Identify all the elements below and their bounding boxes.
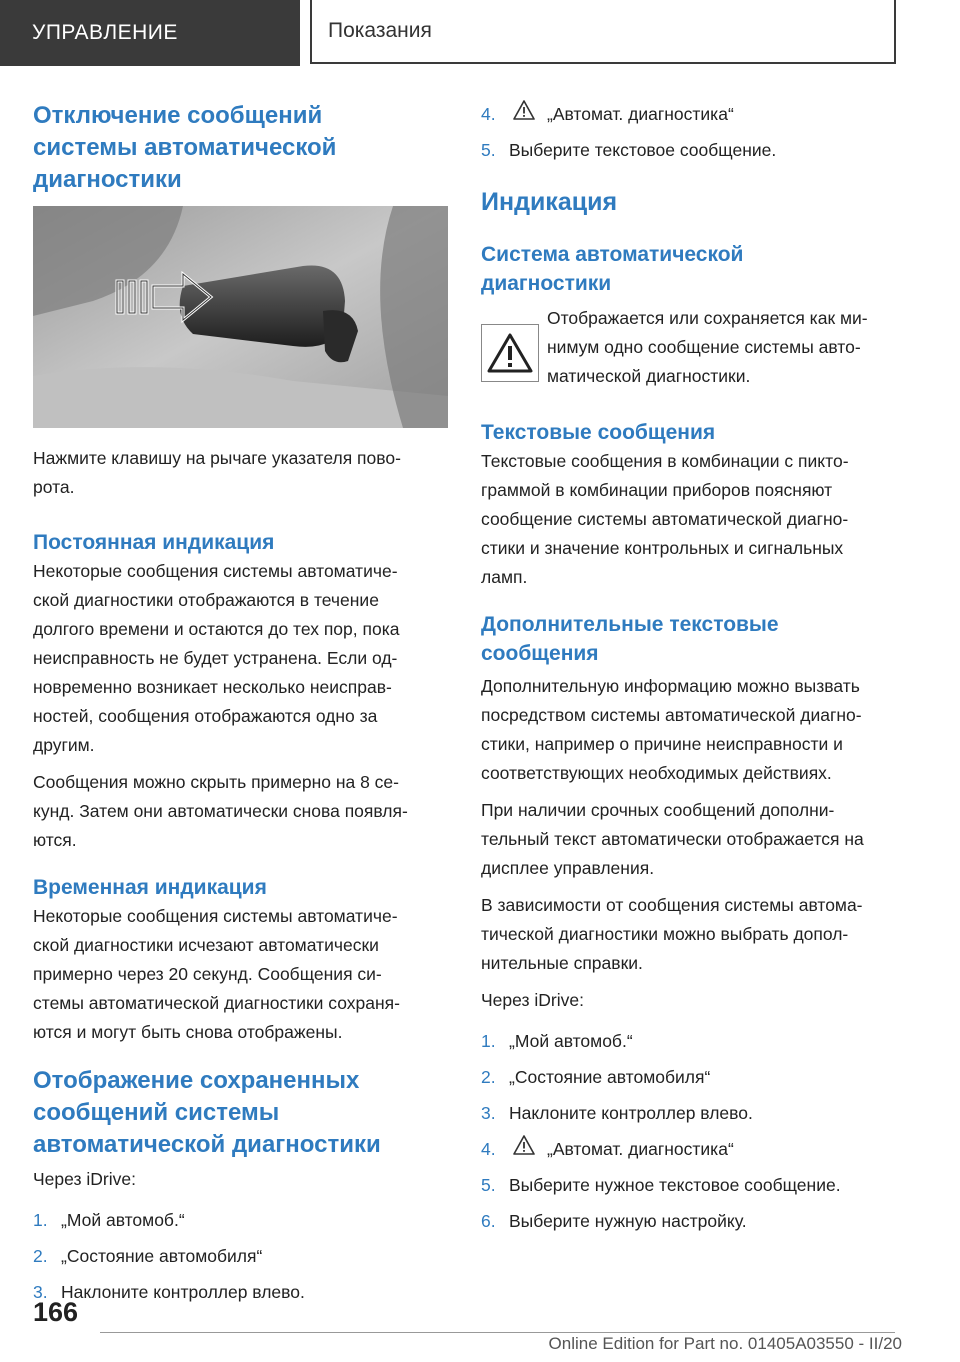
warning-icon [487, 333, 533, 373]
footer-divider [100, 1332, 895, 1333]
list-item: 6. Выберите нужную настройку. [481, 1211, 747, 1231]
list-item: 1. „Мой автомоб.“ [481, 1031, 633, 1051]
right-column [481, 100, 899, 1243]
list-item: 2. „Состояние автомобиля“ [33, 1246, 263, 1266]
heading-auto-diagnostics: Система автоматической диагностики [481, 243, 744, 295]
heading-indication: Индикация [481, 188, 618, 216]
turn-signal-lever-photo [33, 206, 448, 428]
heading-permanent-indication: Постоянная индикация [33, 531, 275, 554]
list-item: 5. Выберите текстовое сообщение. [481, 140, 777, 160]
steps-list [33, 1206, 448, 1314]
page-number: 166 [33, 1297, 79, 1327]
lever-instruction: Нажмите клавишу на рычаге указателя пово- рота. [33, 448, 401, 497]
via-idrive: Через iDrive: [481, 990, 584, 1010]
auto-diagnostics-text: Отображается или сохраняется как ми- нимум одно сообщение системы авто- матической диагностики. [547, 308, 868, 386]
page-header [0, 0, 960, 66]
section-title: УПРАВЛЕНИЕ [0, 0, 300, 66]
paragraph-temporary: Некоторые сообщения системы автоматиче- ской диагностики исчезают автоматически примерно через 20 секунд. Сообщения си- стемы автоматической диагностики сохраня- ются и могут быть снова отображены. [33, 906, 400, 1042]
paragraph-additional-3: В зависимости от сообщения системы автома- тической диагностики можно выбрать допол- нительные справки. [481, 895, 863, 973]
list-item: 2. „Состояние автомобиля“ [481, 1067, 711, 1087]
heading-temporary-indication: Временная индикация [33, 876, 267, 899]
list-item: 3. Наклоните контроллер влево. [33, 1282, 305, 1302]
list-item: 4. „Автомат. диагностика“ [481, 100, 899, 136]
paragraph-additional-1: Дополнительную информацию можно вызвать посредством системы автоматической диагно- стики, например о причине неисправности и соответствующих необходимых действиях. [481, 676, 862, 783]
auto-diagnostics-block [481, 310, 899, 396]
paragraph-hide: Сообщения можно скрыть примерно на 8 се- кунд. Затем они автоматически снова появля- ются. [33, 772, 408, 850]
paragraph-permanent: Некоторые сообщения системы автоматиче- ской диагностики отображаются в течение долгого времени и остаются до тех пор, пока неисправность не будет устранена. Если од- новременно возникает несколько неисправ- ностей, сообщения отображаются одно за другим. [33, 561, 400, 755]
paragraph-additional-2: При наличии срочных сообщений дополни- тельный текст автоматически отображается на дисплее управления. [481, 800, 864, 878]
heading-additional-messages: Дополнительные текстовые сообщения [481, 613, 779, 665]
chapter-title: Показания [310, 0, 896, 64]
list-item: 3. Наклоните контроллер влево. [481, 1103, 753, 1123]
warning-icon [513, 100, 535, 120]
list-item: 4. „Автомат. диагностика“ [481, 1135, 899, 1171]
heading-text-messages: Текстовые сообщения [481, 421, 716, 444]
warning-symbol-box [481, 324, 539, 382]
list-item: 1. „Мой автомоб.“ [33, 1210, 185, 1230]
via-idrive: Через iDrive: [33, 1169, 136, 1189]
left-column [33, 100, 448, 1314]
list-item: 5. Выберите нужное текстовое сообщение. [481, 1175, 841, 1195]
heading-stored-messages: Отображение сохраненных сообщений системы автоматической диагностики [33, 1067, 381, 1158]
paragraph-text-messages: Текстовые сообщения в комбинации с пикто- граммой в комбинации приборов поясняют сообщение системы автоматической диагно- стики и значение контрольных и сигнальных ламп. [481, 451, 849, 587]
edition-note: Online Edition for Part no. 01405A03550 - II/20 [548, 1334, 902, 1353]
heading-disable-messages: Отключение сообщений системы автоматической диагностики [33, 102, 337, 193]
steps-list [481, 1027, 899, 1243]
warning-icon [513, 1135, 535, 1155]
